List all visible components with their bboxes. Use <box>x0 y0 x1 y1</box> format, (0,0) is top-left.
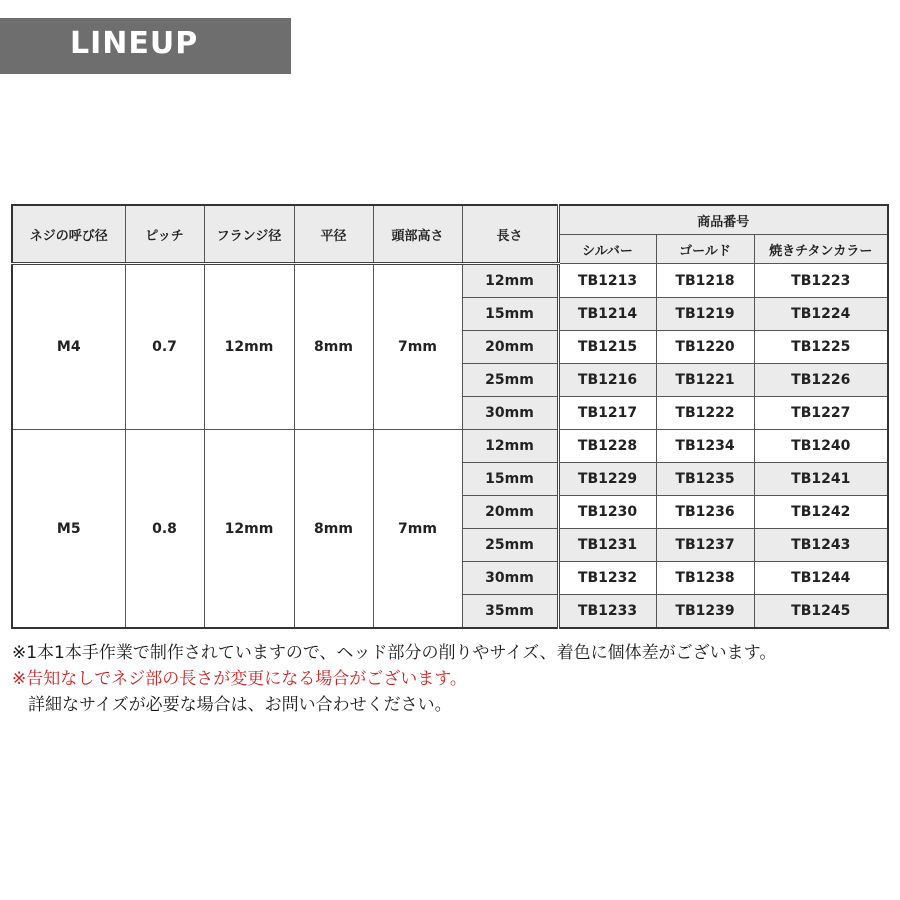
silver-code-cell: TB1214 <box>558 298 656 331</box>
pitch-cell: 0.7 <box>125 264 204 430</box>
silver-code-cell: TB1230 <box>558 496 656 529</box>
silver-code-cell: TB1216 <box>558 364 656 397</box>
gold-code-cell: TB1218 <box>656 264 754 298</box>
flange-cell: 12mm <box>204 264 294 430</box>
note-length-change: ※告知なしでネジ部の長さが変更になる場合がございます。 <box>12 669 467 689</box>
nominal-cell: M5 <box>12 430 125 629</box>
burnt-titanium-code-cell: TB1244 <box>754 562 888 595</box>
table-row <box>12 430 888 463</box>
header-nominal: ネジの呼び径 <box>12 205 125 264</box>
length-cell: 20mm <box>462 496 558 529</box>
silver-code-cell: TB1233 <box>558 595 656 629</box>
length-cell: 25mm <box>462 529 558 562</box>
gold-code-cell: TB1236 <box>656 496 754 529</box>
length-cell: 25mm <box>462 364 558 397</box>
lineup-title-banner <box>0 18 291 74</box>
silver-code-cell: TB1231 <box>558 529 656 562</box>
burnt-titanium-code-cell: TB1241 <box>754 463 888 496</box>
length-cell: 30mm <box>462 562 558 595</box>
header-burnt-titanium: 焼きチタンカラー <box>754 235 888 264</box>
burnt-titanium-code-cell: TB1243 <box>754 529 888 562</box>
header-product-no: 商品番号 <box>558 205 888 235</box>
head-height-cell: 7mm <box>373 264 462 430</box>
note-handmade: ※1本1本手作業で制作されていますので、ヘッド部分の削りやサイズ、着色に個体差がございます。 <box>12 643 777 663</box>
gold-code-cell: TB1219 <box>656 298 754 331</box>
length-cell: 20mm <box>462 331 558 364</box>
burnt-titanium-code-cell: TB1240 <box>754 430 888 463</box>
length-cell: 12mm <box>462 430 558 463</box>
gold-code-cell: TB1235 <box>656 463 754 496</box>
header-gold: ゴールド <box>656 235 754 264</box>
note-contact: 詳細なサイズが必要な場合は、お問い合わせください。 <box>28 695 452 715</box>
gold-code-cell: TB1237 <box>656 529 754 562</box>
gold-code-cell: TB1238 <box>656 562 754 595</box>
gold-code-cell: TB1221 <box>656 364 754 397</box>
spec-table-body <box>12 264 888 629</box>
silver-code-cell: TB1228 <box>558 430 656 463</box>
header-flat: 平径 <box>294 205 373 264</box>
gold-code-cell: TB1222 <box>656 397 754 430</box>
flange-cell: 12mm <box>204 430 294 629</box>
burnt-titanium-code-cell: TB1223 <box>754 264 888 298</box>
length-cell: 12mm <box>462 264 558 298</box>
length-cell: 15mm <box>462 298 558 331</box>
header-length: 長さ <box>462 205 558 264</box>
gold-code-cell: TB1239 <box>656 595 754 629</box>
header-pitch: ピッチ <box>125 205 204 264</box>
silver-code-cell: TB1215 <box>558 331 656 364</box>
silver-code-cell: TB1213 <box>558 264 656 298</box>
silver-code-cell: TB1232 <box>558 562 656 595</box>
page-title: LINEUP <box>70 26 199 61</box>
length-cell: 15mm <box>462 463 558 496</box>
lineup-spec-table <box>11 204 889 629</box>
header-head-height: 頭部高さ <box>373 205 462 264</box>
gold-code-cell: TB1220 <box>656 331 754 364</box>
length-cell: 35mm <box>462 595 558 629</box>
table-row <box>12 264 888 298</box>
burnt-titanium-code-cell: TB1225 <box>754 331 888 364</box>
burnt-titanium-code-cell: TB1226 <box>754 364 888 397</box>
burnt-titanium-code-cell: TB1242 <box>754 496 888 529</box>
burnt-titanium-code-cell: TB1245 <box>754 595 888 629</box>
burnt-titanium-code-cell: TB1227 <box>754 397 888 430</box>
length-cell: 30mm <box>462 397 558 430</box>
pitch-cell: 0.8 <box>125 430 204 629</box>
head-height-cell: 7mm <box>373 430 462 629</box>
burnt-titanium-code-cell: TB1224 <box>754 298 888 331</box>
header-silver: シルバー <box>558 235 656 264</box>
nominal-cell: M4 <box>12 264 125 430</box>
silver-code-cell: TB1229 <box>558 463 656 496</box>
header-flange: フランジ径 <box>204 205 294 264</box>
gold-code-cell: TB1234 <box>656 430 754 463</box>
silver-code-cell: TB1217 <box>558 397 656 430</box>
flat-cell: 8mm <box>294 430 373 629</box>
notes <box>12 640 892 718</box>
flat-cell: 8mm <box>294 264 373 430</box>
